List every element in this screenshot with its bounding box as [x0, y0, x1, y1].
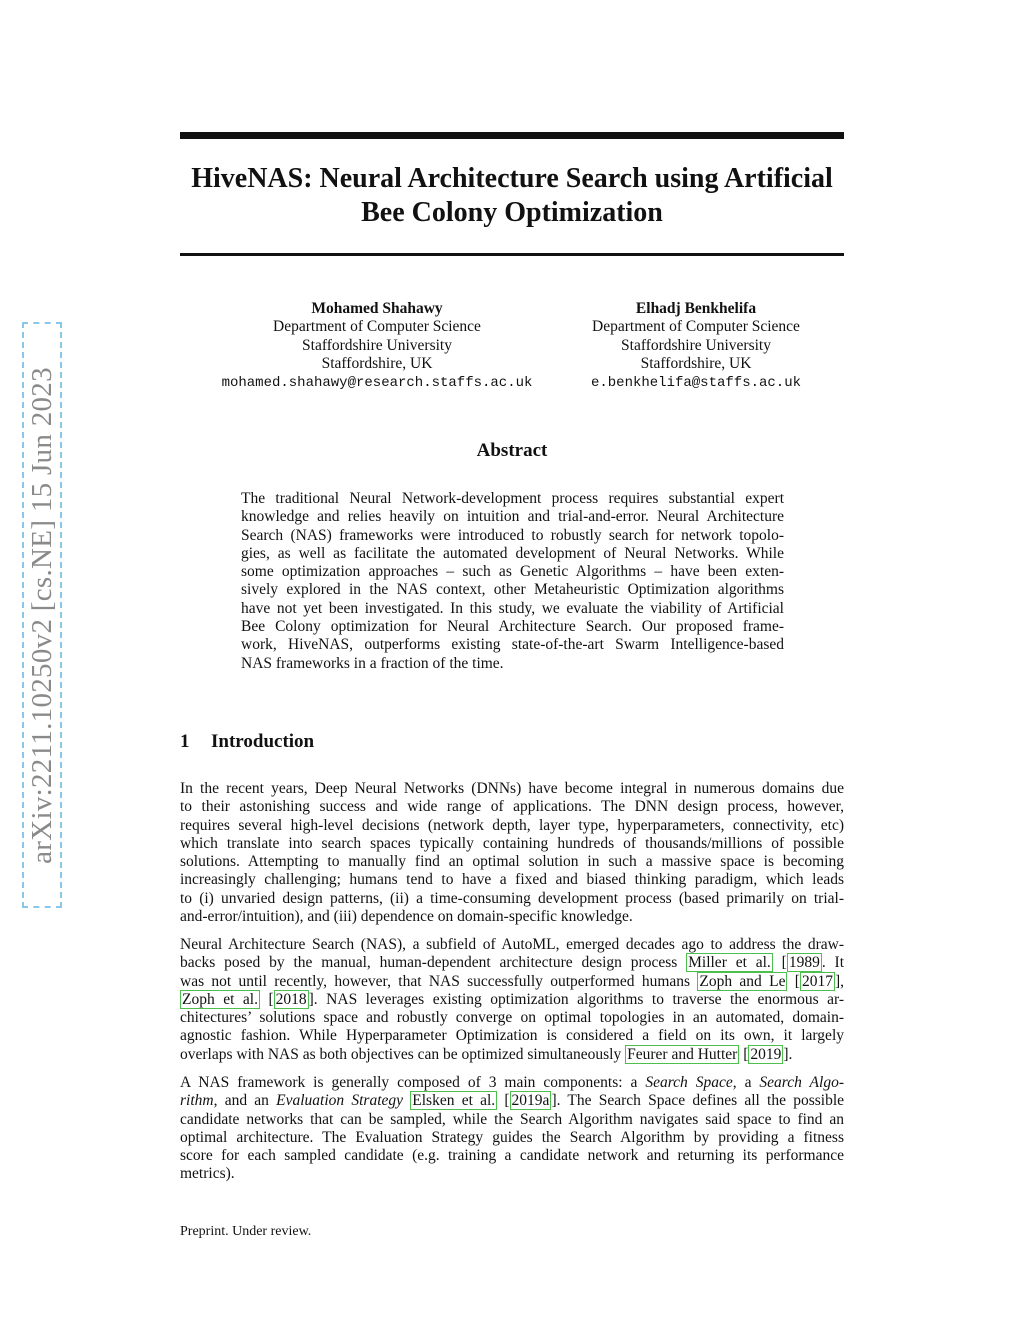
paragraph-text: backs posed by the manual, human-dependent architecture design process — [180, 954, 687, 972]
term-search-algorithm: Search Algo- — [759, 1074, 844, 1091]
paragraph-text: ]. The Search Space defines all the possible — [551, 1092, 845, 1110]
author-location: Staffordshire, UK — [640, 355, 752, 373]
paragraph-line: score for each sampled candidate (e.g. training a candidate network and returning its performance — [180, 1147, 844, 1165]
section-title: Introduction — [211, 731, 315, 752]
citation-link-year[interactable]: 2017 — [801, 972, 833, 990]
paragraph-line: agnostic fashion. While Hyperparameter Optimization is considered a field on its own, it largely — [180, 1027, 844, 1045]
author-name: Mohamed Shahawy — [311, 300, 443, 317]
arxiv-stamp-text: arXiv:2211.10250v2 [cs.NE] 15 Jun 2023 — [25, 366, 58, 864]
preprint-footer: Preprint. Under review. — [180, 1224, 312, 1239]
abstract-line: knowledge and relies heavily on intuition and trial-and-error. Neural Architecture — [241, 508, 784, 526]
citation-link-author[interactable]: Elsken et al. — [412, 1092, 496, 1110]
paragraph-text: , a — [732, 1074, 760, 1091]
citation-link-year[interactable]: 1989 — [788, 954, 820, 972]
paragraph-line: requires several high-level decisions (network depth, layer type, hyperparameters, connectivity, etc) — [180, 816, 844, 834]
abstract-line: work, HiveNAS, outperforms existing state-of-the-art Swarm Intelligence-based — [241, 636, 784, 654]
term-search-space: Search Space — [645, 1074, 733, 1091]
paragraph-line: solutions. Attempting to manually find an optimal solution in such a massive space is becoming — [180, 853, 844, 871]
paragraph-text: was not until recently, however, that NAS successfully outperformed humans — [180, 972, 698, 990]
citation-link-author[interactable]: Feurer and Hutter — [627, 1045, 738, 1063]
intro-paragraph-1 — [180, 780, 844, 926]
paragraph-line: backs posed by the manual, human-dependent architecture design process Miller et al. [ 1989 . It — [180, 954, 844, 972]
paragraph-line: to (i) unvaried design patterns, (ii) a time-consuming development process (based primarily on trial- — [180, 889, 844, 907]
paragraph-line: to their astonishing success and wide range of applications. The DNN design process, however, — [180, 798, 844, 816]
paragraph-text: , and an — [213, 1092, 277, 1110]
abstract-line: Search (NAS) frameworks were introduced to robustly search for network topolo- — [241, 526, 784, 544]
author-university: Staffordshire University — [621, 336, 771, 354]
paragraph-line: In the recent years, Deep Neural Networks (DNNs) have become integral in numerous domains due — [180, 780, 844, 797]
section-heading-introduction — [180, 731, 314, 753]
author-block-1 — [200, 300, 554, 392]
intro-paragraph-3 — [180, 1074, 844, 1184]
paper-title-line-2: Bee Colony Optimization — [361, 197, 663, 228]
citation-link-year[interactable]: 2019 — [750, 1045, 782, 1063]
paragraph-text: A NAS framework is generally composed of 3 main components: a — [180, 1074, 646, 1091]
paragraph-line: metrics). — [180, 1165, 235, 1183]
paragraph-text: ]. NAS leverages existing optimization algorithms to traverse the enormous ar- — [308, 990, 844, 1008]
author-email[interactable]: e.benkhelifa@staffs.ac.uk — [590, 374, 802, 391]
paper-title — [160, 162, 864, 230]
title-rule-bottom — [180, 253, 844, 256]
paper-title-line-1: HiveNAS: Neural Architecture Search using Artificial — [191, 163, 833, 194]
paragraph-line: which translate into search spaces typically containing hundreds of thousands/millions of possible — [180, 834, 844, 852]
author-department: Department of Computer Science — [273, 318, 481, 336]
abstract-line: sively explored in the NAS context, other Metaheuristic Optimization algorithms — [241, 581, 784, 599]
paragraph-line: optimal architecture. The Evaluation Strategy guides the Search Algorithm by providing a fitness — [180, 1128, 844, 1146]
paragraph-line: chitectures’ solutions space and robustly converge on optimal topologies in an automated, domain- — [180, 1009, 844, 1027]
abstract-line: NAS frameworks in a fraction of the time. — [241, 654, 504, 672]
author-location: Staffordshire, UK — [321, 355, 433, 373]
abstract-line: some optimization approaches – such as Genetic Algorithms – have been exten- — [241, 563, 784, 581]
paragraph-line: and-error/intuition), and (iii) dependence on domain-specific knowledge. — [180, 908, 633, 926]
paragraph-line: Neural Architecture Search (NAS), a subfield of AutoML, emerged decades ago to address the draw- — [180, 936, 844, 953]
abstract-line: The traditional Neural Network-development process requires substantial expert — [241, 490, 784, 507]
section-number: 1 — [180, 731, 190, 752]
paragraph-line: increasingly challenging; humans tend to have a fixed and biased thinking paradigm, which leads — [180, 871, 844, 889]
citation-link-author[interactable]: Zoph et al. — [182, 990, 258, 1008]
paragraph-text: ]. — [783, 1045, 793, 1063]
abstract-line: Bee Colony optimization for Neural Architecture Search. Our proposed frame- — [241, 618, 784, 636]
paragraph-text: . It — [821, 954, 844, 972]
intro-paragraph-2 — [180, 936, 844, 1064]
paragraph-line: overlaps with NAS as both objectives can be optimized simultaneously Feurer and Hutter [ 2019 ]. — [180, 1045, 793, 1063]
paragraph-text: overlaps with NAS as both objectives can be optimized simultaneously — [180, 1045, 626, 1063]
abstract-body — [241, 490, 784, 673]
paragraph-text: ], — [834, 972, 844, 990]
paragraph-line: Zoph et al. [ 2018 ]. NAS leverages existing optimization algorithms to traverse the enormous ar- — [182, 990, 844, 1008]
abstract-line: have not yet been investigated. In this study, we evaluate the viability of Artificial — [241, 599, 784, 617]
term-evaluation-strategy: Evaluation Strategy — [276, 1092, 404, 1110]
title-rule-top — [180, 132, 844, 139]
term-search-algorithm-cont: rithm — [180, 1092, 214, 1110]
paragraph-line — [180, 1074, 844, 1092]
author-department: Department of Computer Science — [592, 318, 800, 336]
paragraph-line: rithm, and an Evaluation Strategy Elsken et al. [ 2019a ]. The Search Space defines all the possible — [180, 1092, 845, 1110]
arxiv-stamp — [22, 322, 62, 908]
abstract-heading: Abstract — [476, 440, 548, 461]
author-block-2 — [556, 300, 836, 392]
author-university: Staffordshire University — [302, 336, 452, 354]
citation-link-author[interactable]: Miller et al. — [688, 954, 771, 972]
citation-link-year[interactable]: 2019a — [511, 1092, 550, 1110]
paragraph-line: candidate networks that can be sampled, while the Search Algorithm navigates said space to find an — [180, 1110, 844, 1128]
citation-link-author[interactable]: Zoph and Le — [699, 972, 786, 990]
author-name: Elhadj Benkhelifa — [635, 300, 757, 317]
paragraph-line: was not until recently, however, that NAS successfully outperformed humans Zoph and Le [ 2017 ], — [180, 972, 844, 990]
abstract-line: gies, as well as facilitate the automated development of Neural Networks. While — [241, 544, 784, 562]
citation-link-year[interactable]: 2018 — [275, 990, 307, 1008]
author-email[interactable]: mohamed.shahawy@research.staffs.ac.uk — [221, 374, 533, 391]
